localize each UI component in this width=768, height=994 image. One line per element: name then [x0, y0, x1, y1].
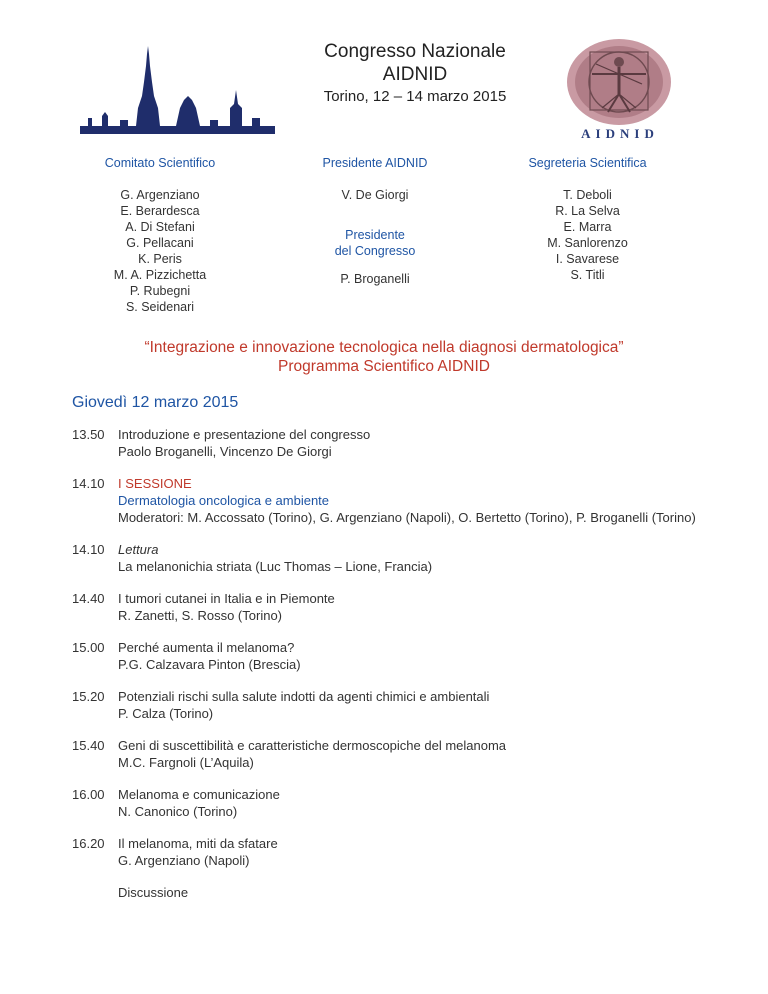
item-speakers: M.C. Fargnoli (L’Aquila) [118, 755, 254, 770]
programme-item [72, 688, 712, 722]
programme-list [72, 426, 712, 901]
item-title: Geni di suscettibilità e caratteristiche dermoscopiche del melanoma [118, 738, 507, 753]
congress-dates: Torino, 12 – 14 marzo 2015 [323, 88, 507, 105]
scientific-secretariat [505, 155, 670, 283]
secretariat-member: M. Sanlorenzo [547, 236, 628, 250]
item-time: 14.10 [72, 476, 105, 491]
item-title: Perché aumenta il melanoma? [118, 640, 295, 655]
item-title: I tumori cutanei in Italia e in Piemonte [118, 591, 335, 606]
item-time: 14.10 [72, 542, 105, 557]
item-time: 16.20 [72, 836, 105, 851]
committee-member: A. Di Stefani [125, 220, 195, 234]
programme-item [72, 639, 712, 673]
item-title: La melanonichia striata (Luc Thomas – Lione, Francia) [118, 559, 433, 574]
committee-member: S. Seidenari [125, 300, 195, 314]
scientific-committee-names [80, 187, 240, 315]
discussion-label: Discussione [118, 885, 189, 900]
presidents-column [290, 155, 460, 287]
item-speakers: G. Argenziano (Napoli) [118, 853, 250, 868]
turin-skyline-logo [80, 46, 275, 134]
item-time: 15.20 [72, 689, 105, 704]
item-time: 15.40 [72, 738, 105, 753]
programme-item [72, 835, 712, 869]
committee-member: K. Peris [138, 252, 182, 266]
item-time: 16.00 [72, 787, 105, 802]
item-type: Lettura [118, 542, 159, 557]
item-title: Melanoma e comunicazione [118, 787, 280, 802]
congress-president-heading-line1: Presidente [345, 228, 405, 242]
day-heading: Giovedì 12 marzo 2015 [72, 394, 239, 411]
committee-member: G. Pellacani [126, 236, 194, 250]
item-speakers: R. Zanetti, S. Rosso (Torino) [118, 608, 282, 623]
programme-item [72, 737, 712, 771]
aidnid-logo [560, 38, 680, 146]
secretariat-member: T. Deboli [563, 188, 612, 202]
congress-title-line2: AIDNID [382, 64, 448, 85]
committee-member: P. Rubegni [129, 284, 191, 298]
programme-session [72, 475, 712, 526]
committee-member: E. Berardesca [120, 204, 200, 218]
congress-president-heading [290, 227, 460, 259]
item-title: Il melanoma, miti da sfatare [118, 836, 278, 851]
aidnid-logo-text: AIDNID [581, 126, 659, 141]
committee-member: M. A. Pizzichetta [113, 268, 207, 282]
scientific-committee-heading: Comitato Scientifico [104, 156, 216, 170]
item-speakers: Paolo Broganelli, Vincenzo De Giorgi [118, 444, 332, 459]
congress-title-line1: Congresso Nazionale [324, 41, 506, 62]
item-speakers: P.G. Calzavara Pinton (Brescia) [118, 657, 301, 672]
secretariat-member: I. Savarese [555, 252, 620, 266]
congress-title [300, 40, 530, 86]
president-aidnid-name: V. De Giorgi [341, 188, 409, 202]
programme-item [72, 786, 712, 820]
secretariat-member: E. Marra [563, 220, 612, 234]
congress-president-name: P. Broganelli [340, 272, 410, 286]
scientific-secretariat-heading: Segreteria Scientifica [528, 156, 647, 170]
item-time: 14.40 [72, 591, 105, 606]
committee-member: G. Argenziano [120, 188, 200, 202]
programme-item [72, 590, 712, 624]
item-title: Potenziali rischi sulla salute indotti da agenti chimici e ambientali [118, 689, 490, 704]
item-time: 13.50 [72, 427, 105, 442]
item-time: 15.00 [72, 640, 105, 655]
programme-item [72, 541, 712, 575]
item-speakers: N. Canonico (Torino) [118, 804, 238, 819]
secretariat-member: R. La Selva [555, 204, 620, 218]
session-title: Dermatologia oncologica e ambiente [118, 493, 330, 508]
secretariat-member: S. Titli [570, 268, 605, 282]
scientific-secretariat-names [505, 187, 670, 283]
programme-item [72, 426, 712, 460]
session-label: I SESSIONE [118, 476, 192, 491]
congress-president-heading-line2: del Congresso [334, 244, 416, 258]
programme-title [60, 338, 708, 376]
item-speakers: P. Calza (Torino) [118, 706, 214, 721]
scientific-committee [80, 155, 240, 315]
programme-title-line1: “Integrazione e innovazione tecnologica nella diagnosi dermatologica” [144, 339, 624, 356]
session-moderators: Moderatori: M. Accossato (Torino), G. Argenziano (Napoli), O. Bertetto (Torino), P. Broganelli (Torino) [118, 510, 696, 525]
programme-title-line2: Programma Scientifico AIDNID [278, 358, 490, 375]
vitruvian-man-icon [566, 38, 672, 126]
item-title: Introduzione e presentazione del congresso [118, 427, 371, 442]
president-aidnid-heading: Presidente AIDNID [322, 156, 428, 170]
